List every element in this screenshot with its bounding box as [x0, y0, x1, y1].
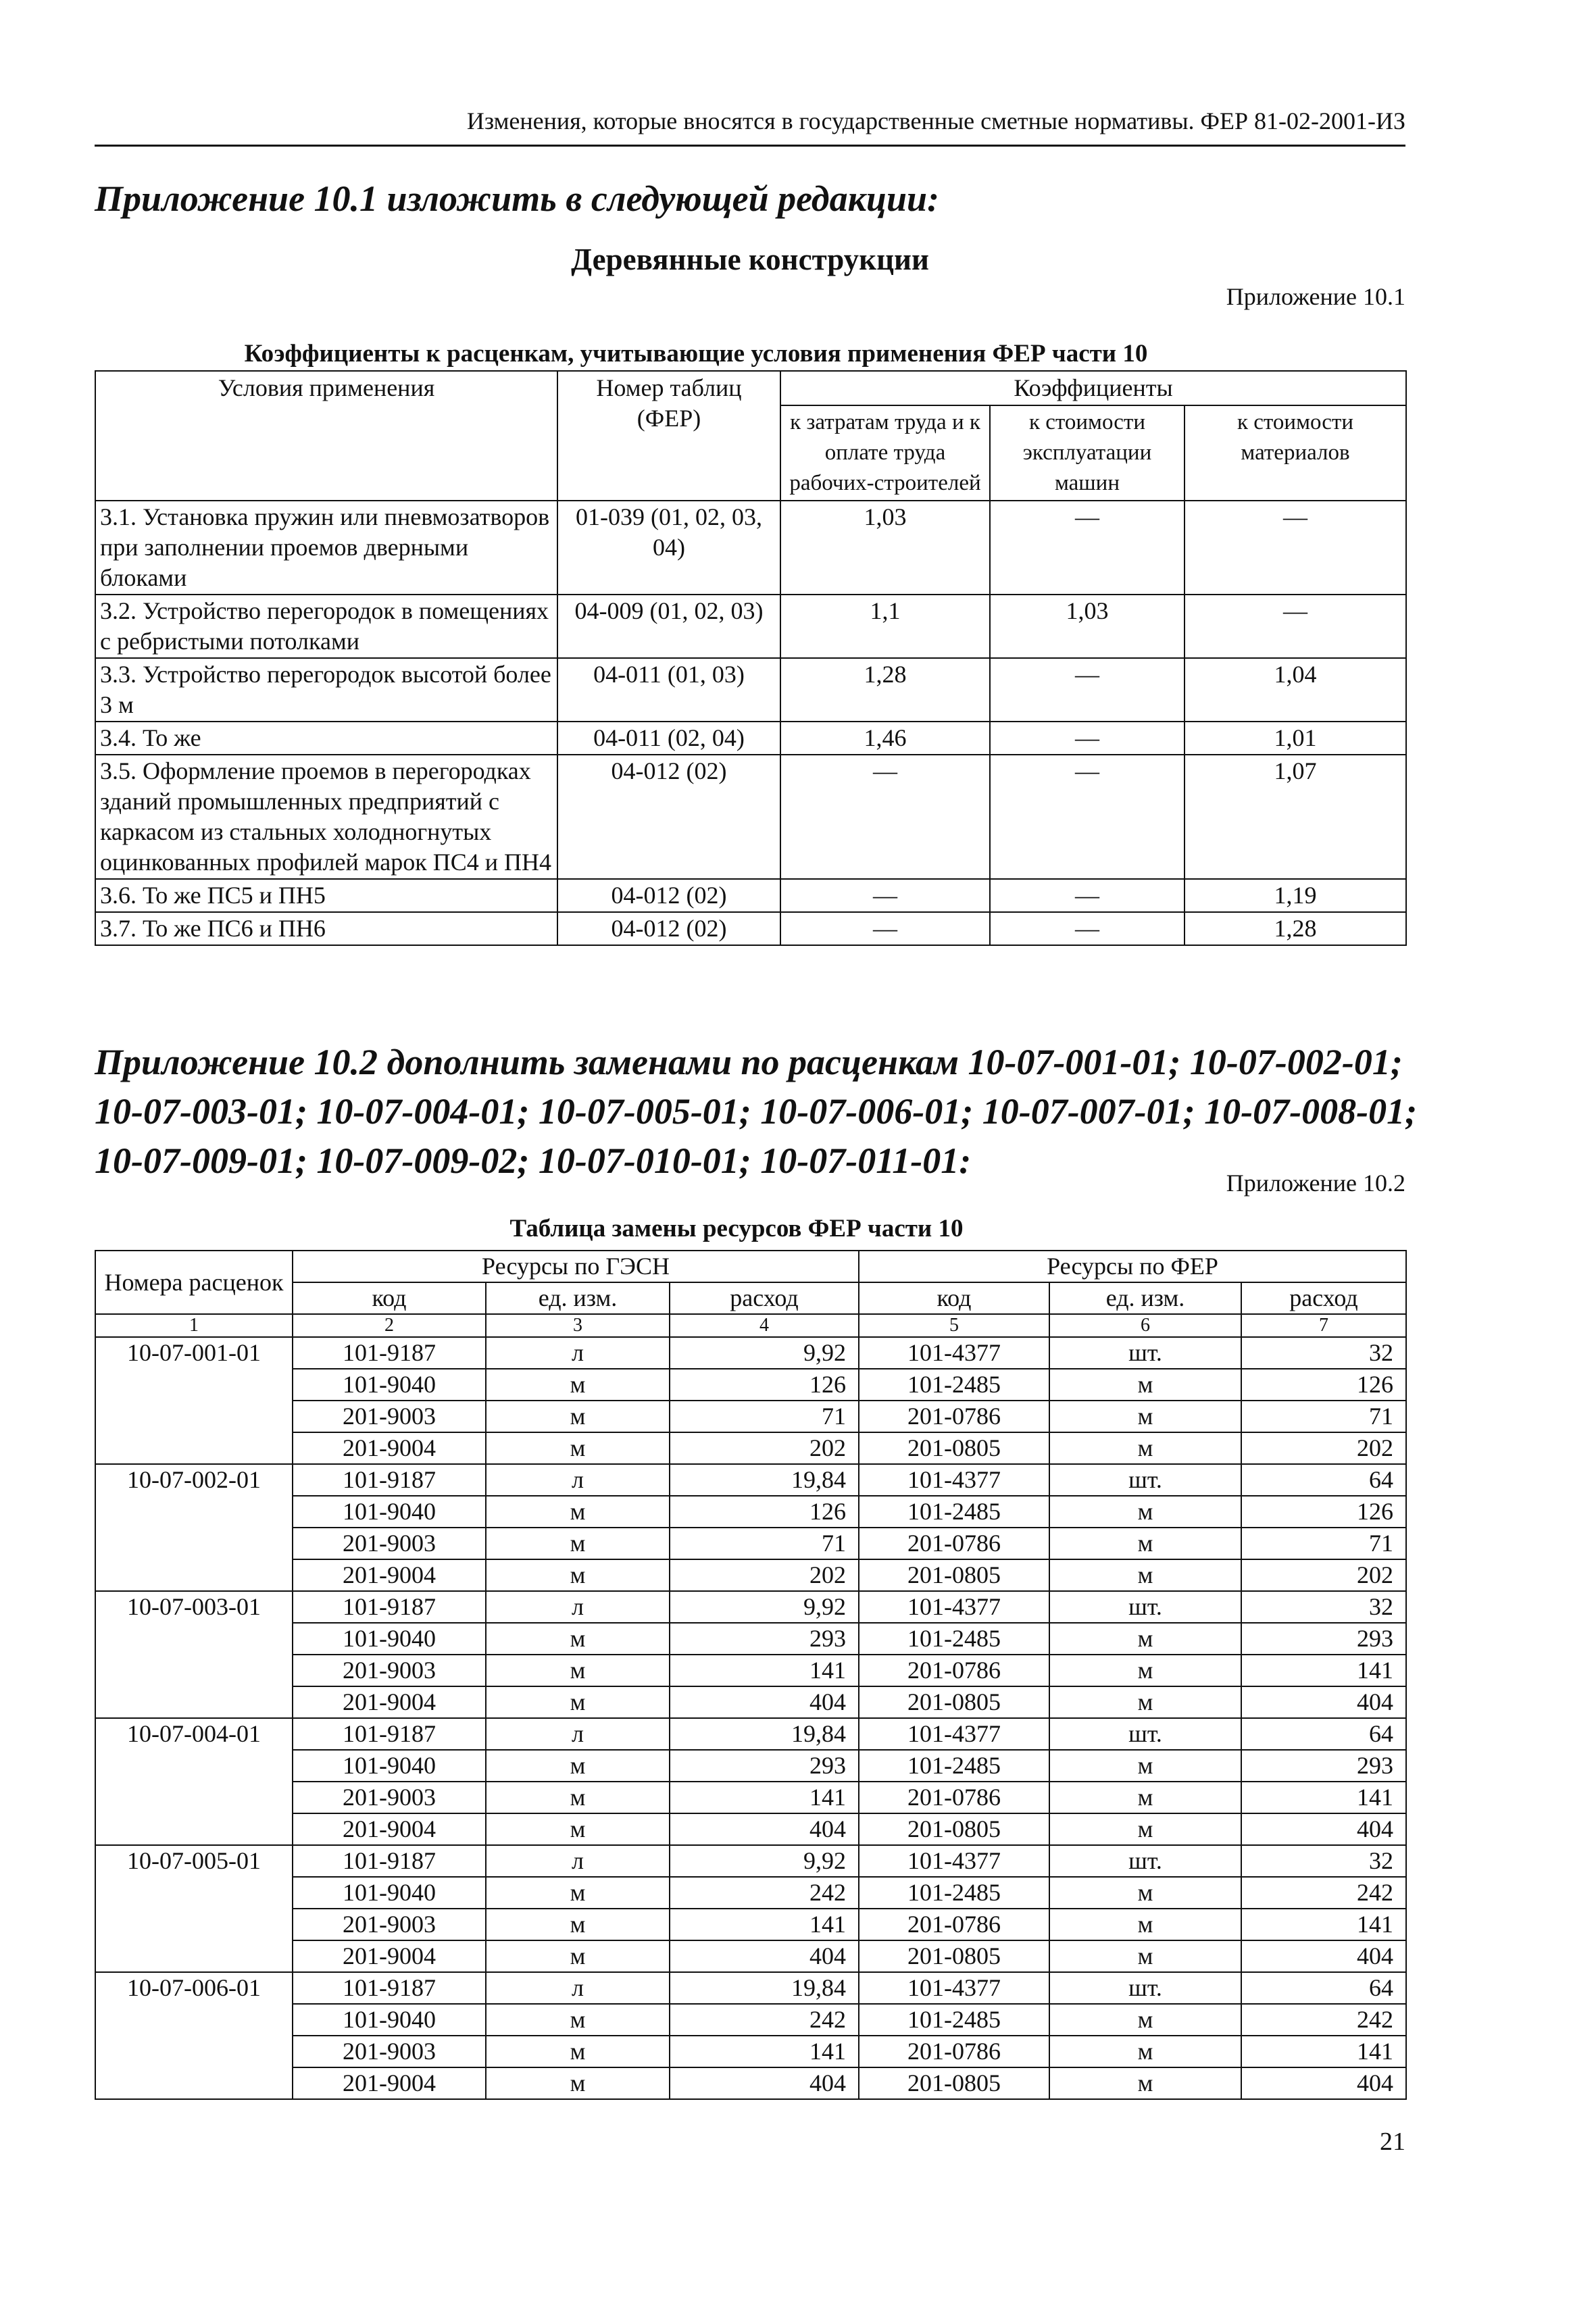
cell-fer-consumption: 64: [1241, 1718, 1406, 1750]
cell-gesn-code: 201-9004: [293, 1432, 486, 1464]
coef-cell-table: 04-011 (01, 03): [557, 658, 780, 722]
coef-cell-labor: 1,1: [780, 595, 990, 658]
res-table-caption: Таблица замены ресурсов ФЕР части 10: [509, 1215, 964, 1242]
coef-cell-labor: 1,03: [780, 501, 990, 595]
coef-cell-condition: 3.4. То же: [95, 722, 557, 755]
cell-fer-consumption: 404: [1241, 1940, 1406, 1972]
header-labor: к затратам труда и к оплате труда рабочих-строителей: [780, 405, 990, 501]
cell-fer-unit: м: [1049, 1401, 1241, 1432]
header-coefficients: Коэффициенты: [780, 371, 1406, 405]
cell-gesn-unit: м: [486, 1686, 670, 1718]
coef-cell-machines: —: [990, 755, 1184, 879]
coef-cell-condition: 3.6. То же ПС5 и ПН5: [95, 879, 557, 912]
cell-gesn-code: 101-9040: [293, 1750, 486, 1782]
cell-gesn-unit: л: [486, 1718, 670, 1750]
cell-gesn-consumption: 141: [670, 1655, 859, 1686]
cell-gesn-unit: л: [486, 1337, 670, 1369]
col-number: 2: [293, 1314, 486, 1337]
cell-gesn-consumption: 404: [670, 1813, 859, 1845]
cell-fer-code: 201-0805: [859, 1686, 1049, 1718]
cell-fer-code: 101-2485: [859, 2004, 1049, 2036]
rate-number: 10-07-004-01: [95, 1718, 293, 1845]
cell-fer-code: 201-0805: [859, 1940, 1049, 1972]
cell-gesn-consumption: 19,84: [670, 1718, 859, 1750]
cell-gesn-unit: м: [486, 2004, 670, 2036]
cell-fer-unit: м: [1049, 1528, 1241, 1559]
cell-gesn-consumption: 9,92: [670, 1337, 859, 1369]
cell-gesn-consumption: 141: [670, 1909, 859, 1940]
coef-cell-machines: —: [990, 722, 1184, 755]
table-row: [95, 1464, 1406, 1496]
cell-fer-unit: м: [1049, 1496, 1241, 1528]
cell-gesn-code: 101-9187: [293, 1337, 486, 1369]
coef-cell-materials: —: [1184, 595, 1406, 658]
cell-fer-unit: м: [1049, 1432, 1241, 1464]
cell-fer-code: 201-0805: [859, 2067, 1049, 2099]
cell-fer-consumption: 202: [1241, 1559, 1406, 1591]
cell-gesn-unit: м: [486, 1909, 670, 1940]
coef-cell-machines: 1,03: [990, 595, 1184, 658]
cell-gesn-unit: м: [486, 1782, 670, 1813]
cell-fer-consumption: 141: [1241, 1782, 1406, 1813]
cell-gesn-consumption: 293: [670, 1623, 859, 1655]
header-gesn: Ресурсы по ГЭСН: [293, 1251, 859, 1282]
table-row: [95, 1718, 1406, 1750]
cell-fer-unit: шт.: [1049, 1718, 1241, 1750]
rate-number: 10-07-003-01: [95, 1591, 293, 1718]
cell-gesn-unit: м: [486, 1559, 670, 1591]
cell-gesn-consumption: 141: [670, 2036, 859, 2067]
cell-gesn-unit: л: [486, 1464, 670, 1496]
cell-fer-code: 201-0786: [859, 1909, 1049, 1940]
cell-gesn-code: 201-9003: [293, 2036, 486, 2067]
cell-gesn-consumption: 202: [670, 1432, 859, 1464]
coef-cell-table: 04-012 (02): [557, 879, 780, 912]
table-row: [95, 1591, 1406, 1623]
rate-number: 10-07-001-01: [95, 1337, 293, 1464]
cell-gesn-unit: м: [486, 1432, 670, 1464]
cell-gesn-code: 101-9187: [293, 1591, 486, 1623]
cell-gesn-code: 201-9003: [293, 1782, 486, 1813]
header-fer-code: код: [859, 1282, 1049, 1314]
cell-fer-unit: м: [1049, 1782, 1241, 1813]
section2-heading: Приложение 10.2 дополнить заменами по расценкам 10-07-001-01; 10-07-002-01; 10-07-003-01; 10-07-004-01; 10-07-005-01; 10-07-006-01; 10-07-007-01; 10-07-008-01; 10-07-009-01; 10-07-009-02; 10-07-010-01; 10-07-011-01:: [95, 1042, 1418, 1181]
cell-gesn-consumption: 202: [670, 1559, 859, 1591]
cell-fer-consumption: 32: [1241, 1337, 1406, 1369]
cell-fer-code: 101-2485: [859, 1877, 1049, 1909]
coef-cell-machines: —: [990, 912, 1184, 945]
cell-fer-code: 201-0786: [859, 1528, 1049, 1559]
table-row: [95, 1845, 1406, 1877]
cell-fer-consumption: 404: [1241, 1813, 1406, 1845]
coef-table-row: [95, 722, 1406, 755]
cell-gesn-unit: м: [486, 1813, 670, 1845]
cell-fer-code: 201-0786: [859, 1782, 1049, 1813]
coef-cell-condition: 3.1. Установка пружин или пневмозатворов при заполнении проемов дверными блоками: [95, 501, 557, 595]
cell-fer-code: 201-0805: [859, 1559, 1049, 1591]
cell-fer-code: 101-2485: [859, 1623, 1049, 1655]
cell-fer-consumption: 293: [1241, 1750, 1406, 1782]
cell-gesn-consumption: 71: [670, 1401, 859, 1432]
cell-gesn-code: 201-9004: [293, 2067, 486, 2099]
cell-gesn-unit: л: [486, 1845, 670, 1877]
header-materials: к стоимости материалов: [1184, 405, 1406, 501]
cell-gesn-unit: л: [486, 1972, 670, 2004]
cell-fer-unit: м: [1049, 1940, 1241, 1972]
coef-cell-labor: —: [780, 912, 990, 945]
cell-gesn-code: 101-9040: [293, 1496, 486, 1528]
header-fer-consumption: расход: [1241, 1282, 1406, 1314]
coef-cell-condition: 3.3. Устройство перегородок высотой более 3 м: [95, 658, 557, 722]
coef-cell-machines: —: [990, 501, 1184, 595]
coef-cell-labor: 1,28: [780, 658, 990, 722]
coef-cell-condition: 3.5. Оформление проемов в перегородках зданий промышленных предприятий с каркасом из стальных холодногнутых оцинкованных профилей марок ПС4 и ПН4: [95, 755, 557, 879]
cell-fer-code: 101-4377: [859, 1591, 1049, 1623]
header-gesn-code: код: [293, 1282, 486, 1314]
coef-cell-labor: —: [780, 879, 990, 912]
cell-fer-code: 101-2485: [859, 1750, 1049, 1782]
cell-gesn-code: 101-9187: [293, 1972, 486, 2004]
cell-fer-consumption: 293: [1241, 1623, 1406, 1655]
cell-gesn-code: 201-9004: [293, 1940, 486, 1972]
cell-gesn-code: 201-9003: [293, 1909, 486, 1940]
cell-gesn-code: 201-9003: [293, 1655, 486, 1686]
cell-gesn-unit: м: [486, 1369, 670, 1401]
page-number: 21: [1380, 2128, 1405, 2156]
rate-number: 10-07-002-01: [95, 1464, 293, 1591]
cell-gesn-code: 201-9003: [293, 1528, 486, 1559]
cell-gesn-unit: м: [486, 1940, 670, 1972]
coef-cell-labor: 1,46: [780, 722, 990, 755]
cell-gesn-consumption: 141: [670, 1782, 859, 1813]
cell-fer-code: 101-2485: [859, 1496, 1049, 1528]
cell-fer-consumption: 141: [1241, 1655, 1406, 1686]
cell-gesn-consumption: 404: [670, 2067, 859, 2099]
coef-table-row: [95, 658, 1406, 722]
cell-gesn-code: 101-9187: [293, 1464, 486, 1496]
cell-gesn-code: 201-9004: [293, 1686, 486, 1718]
cell-fer-unit: м: [1049, 1686, 1241, 1718]
col-number: 7: [1241, 1314, 1406, 1337]
cell-fer-consumption: 242: [1241, 1877, 1406, 1909]
cell-fer-unit: м: [1049, 2036, 1241, 2067]
cell-gesn-code: 101-9187: [293, 1718, 486, 1750]
header-machines: к стоимости эксплуатации машин: [990, 405, 1184, 501]
cell-fer-consumption: 242: [1241, 2004, 1406, 2036]
cell-fer-code: 201-0786: [859, 1401, 1049, 1432]
cell-fer-consumption: 126: [1241, 1369, 1406, 1401]
cell-fer-unit: м: [1049, 2004, 1241, 2036]
col-number: 4: [670, 1314, 859, 1337]
coef-cell-condition: 3.2. Устройство перегородок в помещениях с ребристыми потолками: [95, 595, 557, 658]
cell-gesn-consumption: 71: [670, 1528, 859, 1559]
coef-cell-table: 04-011 (02, 04): [557, 722, 780, 755]
coef-cell-materials: —: [1184, 501, 1406, 595]
cell-gesn-consumption: 19,84: [670, 1972, 859, 2004]
section1-appendix-ref: Приложение 10.1: [1226, 283, 1405, 310]
cell-gesn-consumption: 9,92: [670, 1845, 859, 1877]
cell-gesn-unit: м: [486, 1528, 670, 1559]
cell-gesn-consumption: 242: [670, 2004, 859, 2036]
cell-fer-unit: м: [1049, 1877, 1241, 1909]
cell-fer-consumption: 404: [1241, 2067, 1406, 2099]
col-number: 1: [95, 1314, 293, 1337]
section1-title: Деревянные конструкции: [571, 243, 929, 276]
cell-fer-code: 201-0786: [859, 1655, 1049, 1686]
coef-table-row: [95, 879, 1406, 912]
cell-fer-unit: м: [1049, 1909, 1241, 1940]
cell-gesn-unit: м: [486, 1496, 670, 1528]
cell-fer-code: 101-4377: [859, 1337, 1049, 1369]
col-number: 6: [1049, 1314, 1241, 1337]
cell-fer-code: 201-0805: [859, 1813, 1049, 1845]
coef-cell-labor: —: [780, 755, 990, 879]
cell-fer-consumption: 141: [1241, 2036, 1406, 2067]
coef-cell-table: 04-009 (01, 02, 03): [557, 595, 780, 658]
table-row: [95, 1972, 1406, 2004]
coef-cell-materials: 1,28: [1184, 912, 1406, 945]
cell-fer-code: 201-0786: [859, 2036, 1049, 2067]
cell-fer-consumption: 404: [1241, 1686, 1406, 1718]
header-fer-unit: ед. изм.: [1049, 1282, 1241, 1314]
coef-table-row: [95, 501, 1406, 595]
cell-fer-code: 201-0805: [859, 1432, 1049, 1464]
cell-fer-unit: шт.: [1049, 1464, 1241, 1496]
cell-fer-consumption: 71: [1241, 1528, 1406, 1559]
header-rule: [95, 145, 1405, 147]
col-number: 5: [859, 1314, 1049, 1337]
coef-table-row: [95, 595, 1406, 658]
cell-fer-consumption: 202: [1241, 1432, 1406, 1464]
section2-appendix-ref: Приложение 10.2: [1226, 1169, 1405, 1197]
cell-fer-consumption: 32: [1241, 1845, 1406, 1877]
rate-number: 10-07-005-01: [95, 1845, 293, 1972]
cell-gesn-unit: м: [486, 1401, 670, 1432]
cell-fer-unit: шт.: [1049, 1972, 1241, 2004]
cell-fer-unit: шт.: [1049, 1591, 1241, 1623]
cell-gesn-consumption: 126: [670, 1369, 859, 1401]
cell-fer-unit: м: [1049, 1559, 1241, 1591]
cell-gesn-code: 101-9040: [293, 1623, 486, 1655]
coef-cell-table: 04-012 (02): [557, 755, 780, 879]
coef-table-row: [95, 912, 1406, 945]
cell-fer-consumption: 71: [1241, 1401, 1406, 1432]
header-table-number: Номер таблиц (ФЕР): [557, 371, 780, 501]
cell-gesn-code: 101-9040: [293, 1369, 486, 1401]
cell-gesn-consumption: 404: [670, 1686, 859, 1718]
col-number: 3: [486, 1314, 670, 1337]
cell-fer-unit: м: [1049, 1369, 1241, 1401]
cell-gesn-consumption: 242: [670, 1877, 859, 1909]
coef-cell-machines: —: [990, 658, 1184, 722]
cell-fer-code: 101-4377: [859, 1718, 1049, 1750]
coef-cell-table: 01-039 (01, 02, 03, 04): [557, 501, 780, 595]
cell-gesn-unit: м: [486, 1655, 670, 1686]
cell-fer-consumption: 141: [1241, 1909, 1406, 1940]
coef-table-caption: Коэффициенты к расценкам, учитывающие условия применения ФЕР части 10: [244, 340, 1148, 368]
header-rate-numbers: Номера расценок: [95, 1251, 293, 1314]
cell-fer-unit: м: [1049, 2067, 1241, 2099]
section1-heading: Приложение 10.1 изложить в следующей редакции:: [95, 178, 940, 219]
coef-cell-materials: 1,07: [1184, 755, 1406, 879]
cell-fer-consumption: 32: [1241, 1591, 1406, 1623]
coefficients-table: [95, 370, 1407, 946]
cell-gesn-code: 101-9040: [293, 2004, 486, 2036]
cell-gesn-unit: м: [486, 1750, 670, 1782]
cell-fer-unit: м: [1049, 1623, 1241, 1655]
header-gesn-unit: ед. изм.: [486, 1282, 670, 1314]
resource-replacement-table: [95, 1250, 1407, 2100]
cell-fer-unit: м: [1049, 1655, 1241, 1686]
cell-gesn-unit: л: [486, 1591, 670, 1623]
cell-gesn-unit: м: [486, 2067, 670, 2099]
cell-fer-unit: м: [1049, 1813, 1241, 1845]
cell-fer-consumption: 64: [1241, 1972, 1406, 2004]
cell-fer-code: 101-4377: [859, 1845, 1049, 1877]
rate-number: 10-07-006-01: [95, 1972, 293, 2099]
header-conditions: Условия применения: [95, 371, 557, 501]
header-fer: Ресурсы по ФЕР: [859, 1251, 1406, 1282]
coef-cell-table: 04-012 (02): [557, 912, 780, 945]
cell-gesn-consumption: 9,92: [670, 1591, 859, 1623]
cell-gesn-code: 101-9187: [293, 1845, 486, 1877]
cell-gesn-unit: м: [486, 2036, 670, 2067]
cell-fer-consumption: 64: [1241, 1464, 1406, 1496]
cell-gesn-consumption: 126: [670, 1496, 859, 1528]
cell-gesn-code: 201-9003: [293, 1401, 486, 1432]
coef-cell-materials: 1,01: [1184, 722, 1406, 755]
cell-fer-unit: шт.: [1049, 1337, 1241, 1369]
coef-cell-condition: 3.7. То же ПС6 и ПН6: [95, 912, 557, 945]
running-header: Изменения, которые вносятся в государственные сметные нормативы. ФЕР 81-02-2001-ИЗ: [466, 107, 1405, 134]
cell-fer-code: 101-4377: [859, 1972, 1049, 2004]
table-row: [95, 1337, 1406, 1369]
cell-gesn-code: 201-9004: [293, 1559, 486, 1591]
coef-cell-materials: 1,19: [1184, 879, 1406, 912]
cell-gesn-consumption: 293: [670, 1750, 859, 1782]
cell-fer-code: 101-4377: [859, 1464, 1049, 1496]
coef-cell-machines: —: [990, 879, 1184, 912]
cell-gesn-unit: м: [486, 1623, 670, 1655]
cell-gesn-code: 201-9004: [293, 1813, 486, 1845]
cell-gesn-unit: м: [486, 1877, 670, 1909]
cell-gesn-consumption: 404: [670, 1940, 859, 1972]
coef-table-row: [95, 755, 1406, 879]
cell-fer-unit: шт.: [1049, 1845, 1241, 1877]
coef-cell-materials: 1,04: [1184, 658, 1406, 722]
cell-gesn-code: 101-9040: [293, 1877, 486, 1909]
cell-fer-unit: м: [1049, 1750, 1241, 1782]
cell-fer-consumption: 126: [1241, 1496, 1406, 1528]
header-gesn-consumption: расход: [670, 1282, 859, 1314]
cell-fer-code: 101-2485: [859, 1369, 1049, 1401]
cell-gesn-consumption: 19,84: [670, 1464, 859, 1496]
